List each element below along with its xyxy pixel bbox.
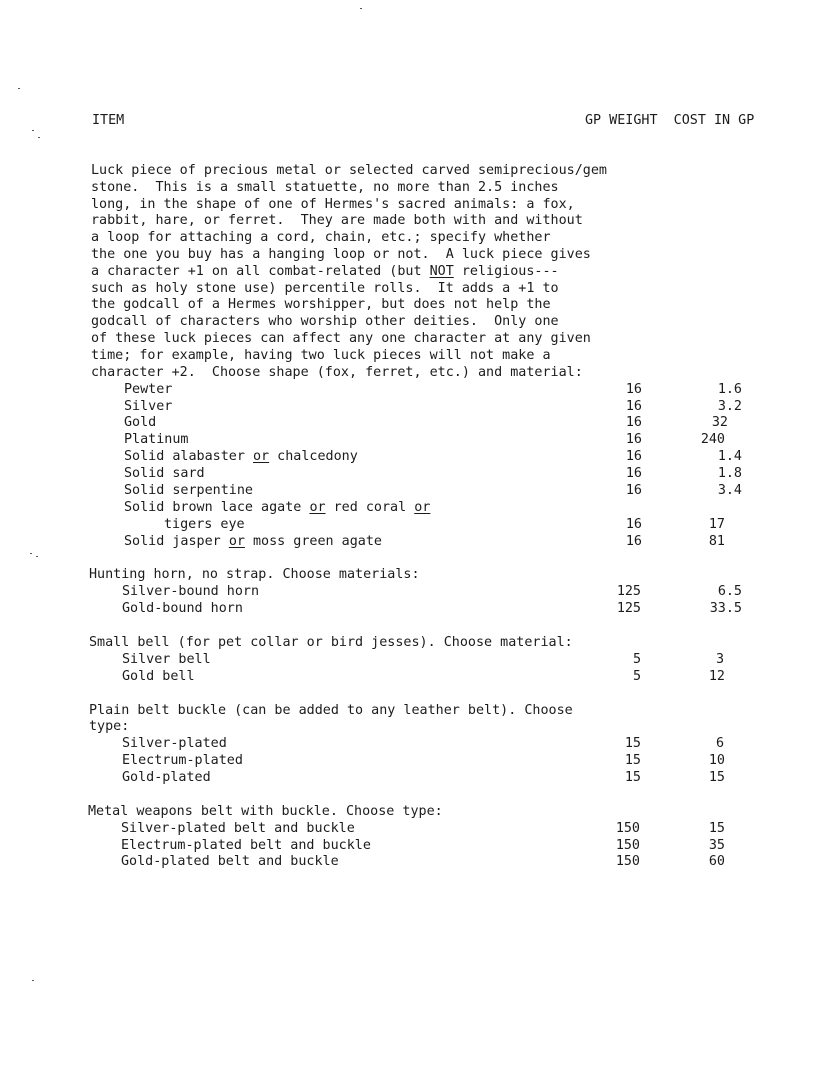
table-row [0, 600, 827, 617]
item-cost: 1.6 [717, 382, 742, 397]
item-label: Pewter [124, 382, 173, 397]
section-heading: Hunting horn, no strap. Choose materials: [89, 567, 420, 582]
item-label: Solid alabaster or chalcedony [124, 449, 358, 464]
item-cost: 10 [708, 753, 725, 768]
item-weight: 16 [625, 432, 642, 447]
item-cost: 17 [708, 517, 725, 532]
item-label: tigers eye [164, 517, 245, 532]
item-weight: 5 [632, 652, 641, 667]
table-row [0, 465, 827, 482]
table-row [0, 837, 827, 854]
item-weight: 15 [624, 753, 641, 768]
item-weight: 16 [625, 534, 642, 549]
table-row [0, 583, 827, 600]
table-row [0, 735, 827, 752]
desc-line: a loop for attaching a cord, chain, etc.; specify whether [91, 230, 551, 246]
item-cost: 6.5 [717, 584, 742, 599]
desc-line: such as holy stone use) percentile rolls. It adds a +1 to [91, 280, 559, 296]
item-cost: 15 [708, 821, 725, 836]
item-cost: 15 [708, 770, 725, 785]
item-cost: 3.4 [717, 483, 742, 498]
item-weight: 150 [615, 854, 640, 869]
item-weight: 16 [625, 415, 642, 430]
item-cost: 32 [711, 415, 728, 430]
item-weight: 15 [624, 736, 641, 751]
item-label: Solid sard [124, 466, 205, 481]
desc-line: stone. This is a small statuette, no more than 2.5 inches [91, 179, 559, 195]
desc-line: the one you buy has a hanging loop or not. A luck piece gives [91, 246, 591, 262]
item-weight: 125 [616, 584, 641, 599]
table-row [0, 482, 827, 499]
scan-speck [18, 88, 20, 89]
luck-piece-description [91, 163, 651, 381]
item-weight: 16 [625, 399, 642, 414]
section-heading: type: [89, 719, 130, 734]
table-row [0, 381, 827, 398]
item-cost: 12 [708, 669, 725, 684]
item-label: Solid jasper or moss green agate [124, 534, 382, 549]
item-label: Silver [124, 399, 173, 414]
table-row [0, 769, 827, 786]
desc-line: rabbit, hare, or ferret. They are made both with and without [91, 213, 583, 229]
item-weight: 150 [615, 838, 640, 853]
scan-speck [38, 137, 40, 138]
item-weight: 15 [624, 770, 641, 785]
section-heading: Small bell (for pet collar or bird jesses). Choose material: [89, 635, 573, 650]
table-row [0, 651, 827, 668]
item-label: Gold bell [122, 669, 195, 684]
item-label: Gold-plated [122, 770, 211, 785]
item-label: Electrum-plated [122, 753, 243, 768]
desc-line: the godcall of a Hermes worshipper, but does not help the [91, 297, 551, 313]
weight-cost-column-header: GP WEIGHT COST IN GP [585, 113, 755, 128]
item-cost: 1.8 [717, 466, 742, 481]
item-label: Platinum [124, 432, 189, 447]
item-label: Gold [124, 415, 157, 430]
table-row [0, 414, 827, 431]
item-weight: 16 [625, 449, 642, 464]
item-weight: 16 [625, 466, 642, 481]
item-label: Silver-bound horn [122, 584, 260, 599]
scan-speck [30, 553, 32, 554]
table-row [0, 853, 827, 870]
table-row [0, 533, 827, 550]
desc-line: a character +1 on all combat-related (but NOT religious--- [91, 263, 559, 279]
item-label: Silver-plated [122, 736, 227, 751]
item-label: Gold-bound horn [122, 601, 243, 616]
desc-line: of these luck pieces can affect any one character at any given [91, 330, 591, 346]
item-label: Silver-plated belt and buckle [121, 821, 355, 836]
desc-line: long, in the shape of one of Hermes's sacred animals: a fox, [91, 196, 575, 212]
item-cost: 81 [708, 534, 725, 549]
desc-line: time; for example, having two luck pieces will not make a [91, 347, 551, 363]
table-row [0, 499, 827, 516]
item-cost: 35 [708, 838, 725, 853]
scan-speck [360, 8, 362, 9]
section-heading: Plain belt buckle (can be added to any leather belt). Choose [89, 703, 573, 718]
scan-speck [32, 130, 34, 131]
desc-line: character +2. Choose shape (fox, ferret, etc.) and material: [91, 364, 583, 380]
item-cost: 240 [700, 432, 725, 447]
item-cost: 60 [708, 854, 725, 869]
item-label: Solid brown lace agate or red coral or [124, 500, 431, 515]
desc-line: godcall of characters who worship other deities. Only one [91, 314, 559, 330]
item-weight: 16 [625, 483, 642, 498]
table-row [0, 516, 827, 533]
scan-speck [32, 980, 34, 981]
table-row [0, 448, 827, 465]
table-row [0, 668, 827, 685]
item-cost: 33.5 [709, 601, 742, 616]
item-cost: 3 [715, 652, 724, 667]
item-cost: 1.4 [717, 449, 742, 464]
table-row [0, 398, 827, 415]
item-weight: 150 [615, 821, 640, 836]
table-row [0, 820, 827, 837]
item-weight: 5 [632, 669, 641, 684]
item-label: Solid serpentine [124, 483, 253, 498]
scan-speck [36, 556, 38, 557]
item-weight: 16 [625, 517, 642, 532]
table-row [0, 752, 827, 769]
item-cost: 3.2 [717, 399, 742, 414]
item-label: Gold-plated belt and buckle [121, 854, 339, 869]
section-heading: Metal weapons belt with buckle. Choose type: [88, 804, 443, 819]
desc-line: Luck piece of precious metal or selected carved semiprecious/gem [91, 163, 607, 178]
item-label: Electrum-plated belt and buckle [121, 838, 371, 853]
item-weight: 16 [625, 382, 642, 397]
item-label: Silver bell [122, 652, 211, 667]
table-row [0, 431, 827, 448]
item-weight: 125 [616, 601, 641, 616]
item-cost: 6 [715, 736, 724, 751]
item-column-header: ITEM [92, 113, 125, 128]
